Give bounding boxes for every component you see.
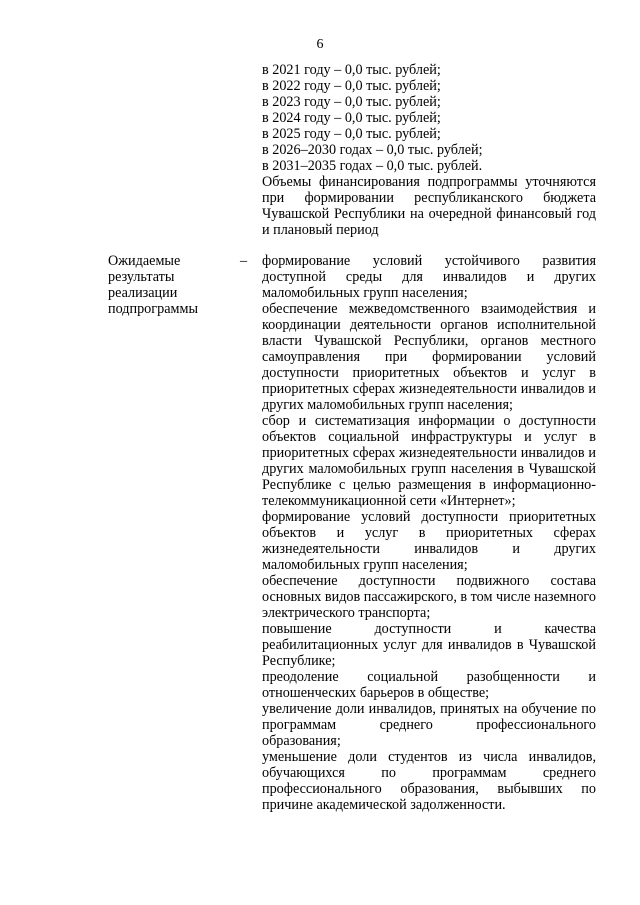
result-item: формирование условий доступности приоритетных объектов и услуг в приоритетных сферах жизнедеятельности инвалидов и других маломобильных групп населения;: [262, 509, 596, 573]
result-item: преодоление социальной разобщенности и отношенческих барьеров в обществе;: [262, 669, 596, 701]
results-list: [262, 253, 596, 813]
result-item: увеличение доли инвалидов, принятых на обучение по программам среднего профессионального образования;: [262, 701, 596, 749]
results-label: Ожидаемые результаты реализации подпрограммы: [108, 253, 198, 317]
page-number: 6: [316, 37, 324, 52]
result-item: обеспечение доступности подвижного состава основных видов пассажирского, в том числе наземного электрического транспорта;: [262, 573, 596, 621]
funding-line-2023: в 2023 году – 0,0 тыс. рублей;: [262, 94, 441, 110]
funding-section: [262, 62, 596, 238]
funding-line-2031-2035: в 2031–2035 годах – 0,0 тыс. рублей.: [262, 158, 483, 174]
result-item: сбор и систематизация информации о доступности объектов социальной инфраструктуры и услуг в приоритетных сферах жизнедеятельности инвалидов и других маломобильных групп населения в Чувашской Республике с целью размещения в информационно-телекоммуникационной сети «Интернет»;: [262, 413, 596, 509]
result-item: обеспечение межведомственного взаимодействия и координации деятельности органов исполнительной власти Чувашской Республики, органов местного самоуправления при формировании условий доступности приоритетных объектов и услуг в приоритетных сферах жизнедеятельности инвалидов и других маломобильных групп населения;: [262, 301, 596, 413]
result-item: формирование условий устойчивого развития доступной среды для инвалидов и других маломобильных групп населения;: [262, 253, 596, 301]
funding-line-2024: в 2024 году – 0,0 тыс. рублей;: [262, 110, 441, 126]
result-item: повышение доступности и качества реабилитационных услуг для инвалидов в Чувашской Республике;: [262, 621, 596, 669]
funding-note: Объемы финансирования подпрограммы уточняются при формировании республиканского бюджета Чувашской Республики на очередной финансовый год и плановый период: [262, 174, 596, 238]
results-dash: –: [240, 253, 248, 269]
funding-line-2021: в 2021 году – 0,0 тыс. рублей;: [262, 62, 441, 78]
funding-line-2025: в 2025 году – 0,0 тыс. рублей;: [262, 126, 441, 142]
result-item: уменьшение доли студентов из числа инвалидов, обучающихся по программам среднего профессионального образования, выбывших по причине академической задолженности.: [262, 749, 596, 813]
funding-line-2026-2030: в 2026–2030 годах – 0,0 тыс. рублей;: [262, 142, 483, 158]
funding-line-2022: в 2022 году – 0,0 тыс. рублей;: [262, 78, 441, 94]
